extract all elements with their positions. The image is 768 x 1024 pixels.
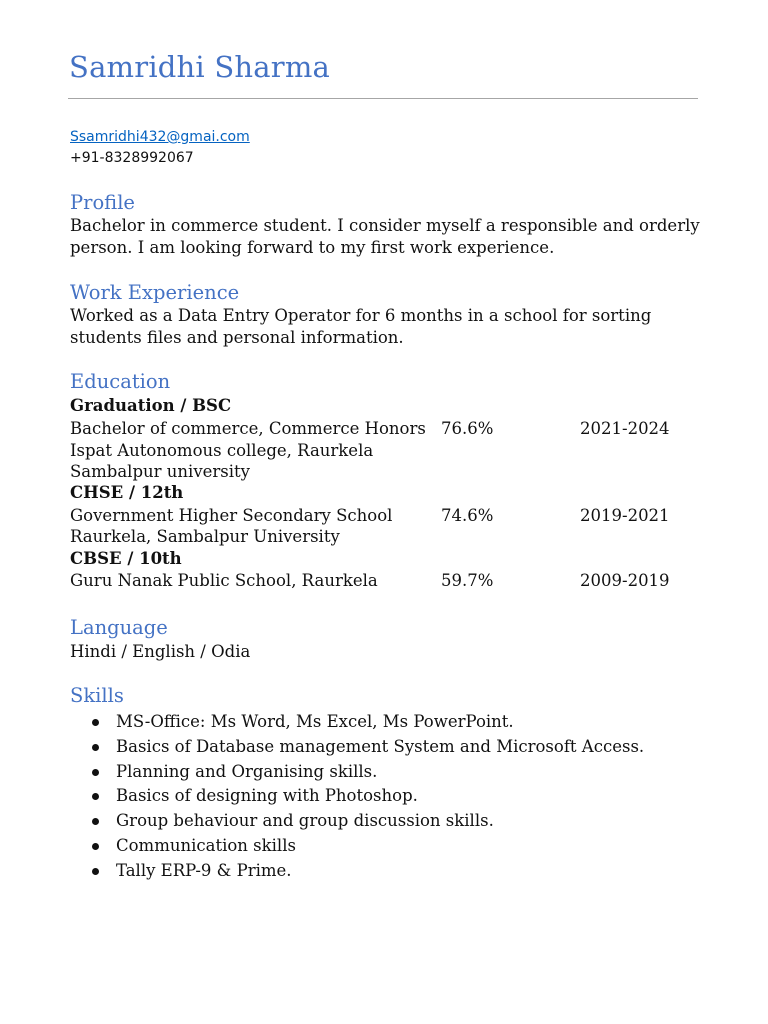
graduation-university: Sambalpur university <box>70 462 250 481</box>
cbse-title: CBSE / 10th <box>70 549 182 568</box>
chse-school: Government Higher Secondary School <box>70 506 393 525</box>
email-link[interactable]: Ssamridhi432@gmai.com <box>70 129 250 145</box>
cbse-percent: 59.7% <box>441 571 494 590</box>
chse-percent: 74.6% <box>441 506 494 525</box>
graduation-college: Ispat Autonomous college, Raurkela <box>70 441 374 460</box>
bullet-icon <box>92 843 99 850</box>
skill-text: Basics of designing with Photoshop. <box>116 786 418 806</box>
graduation-title: Graduation / BSC <box>70 396 232 415</box>
graduation-degree: Bachelor of commerce, Commerce Honors <box>70 419 426 438</box>
skill-text: Communication skills <box>116 835 296 855</box>
bullet-icon <box>92 793 99 800</box>
skill-text: Basics of Database management System and Microsoft Access. <box>116 736 645 756</box>
graduation-percent: 76.6% <box>441 419 494 438</box>
list-item <box>90 736 644 761</box>
list-item <box>90 711 644 736</box>
chse-title: CHSE / 12th <box>70 483 184 502</box>
list-item <box>90 860 644 885</box>
work-line-2: students files and personal information. <box>70 328 404 347</box>
list-item <box>90 785 644 810</box>
profile-line-2: person. I am looking forward to my first work experience. <box>70 238 555 257</box>
bullet-icon <box>92 769 99 776</box>
bullet-icon <box>92 818 99 825</box>
phone-number: +91-8328992067 <box>70 150 194 166</box>
cbse-years: 2009-2019 <box>580 571 670 590</box>
list-item <box>90 810 644 835</box>
cbse-school: Guru Nanak Public School, Raurkela <box>70 571 378 590</box>
work-line-1: Worked as a Data Entry Operator for 6 months in a school for sorting <box>70 306 652 325</box>
bullet-icon <box>92 868 99 875</box>
graduation-years: 2021-2024 <box>580 419 670 438</box>
skill-text: Planning and Organising skills. <box>116 761 378 781</box>
list-item <box>90 835 644 860</box>
language-heading: Language <box>70 616 168 639</box>
skills-list <box>90 711 644 885</box>
education-heading: Education <box>70 370 171 393</box>
profile-heading: Profile <box>70 191 135 214</box>
work-heading: Work Experience <box>70 281 240 304</box>
chse-location: Raurkela, Sambalpur University <box>70 527 340 546</box>
chse-years: 2019-2021 <box>580 506 670 525</box>
bullet-icon <box>92 719 99 726</box>
skill-text: MS-Office: Ms Word, Ms Excel, Ms PowerPoint. <box>116 712 514 731</box>
language-text: Hindi / English / Odia <box>70 642 251 661</box>
resume-name: Samridhi Sharma <box>69 50 331 84</box>
skills-heading: Skills <box>70 684 124 707</box>
profile-line-1: Bachelor in commerce student. I consider myself a responsible and orderly <box>70 216 700 235</box>
list-item <box>90 761 644 786</box>
skill-text: Tally ERP-9 & Prime. <box>116 860 292 880</box>
bullet-icon <box>92 744 99 751</box>
header-divider <box>68 98 698 99</box>
skill-text: Group behaviour and group discussion skills. <box>116 811 494 831</box>
